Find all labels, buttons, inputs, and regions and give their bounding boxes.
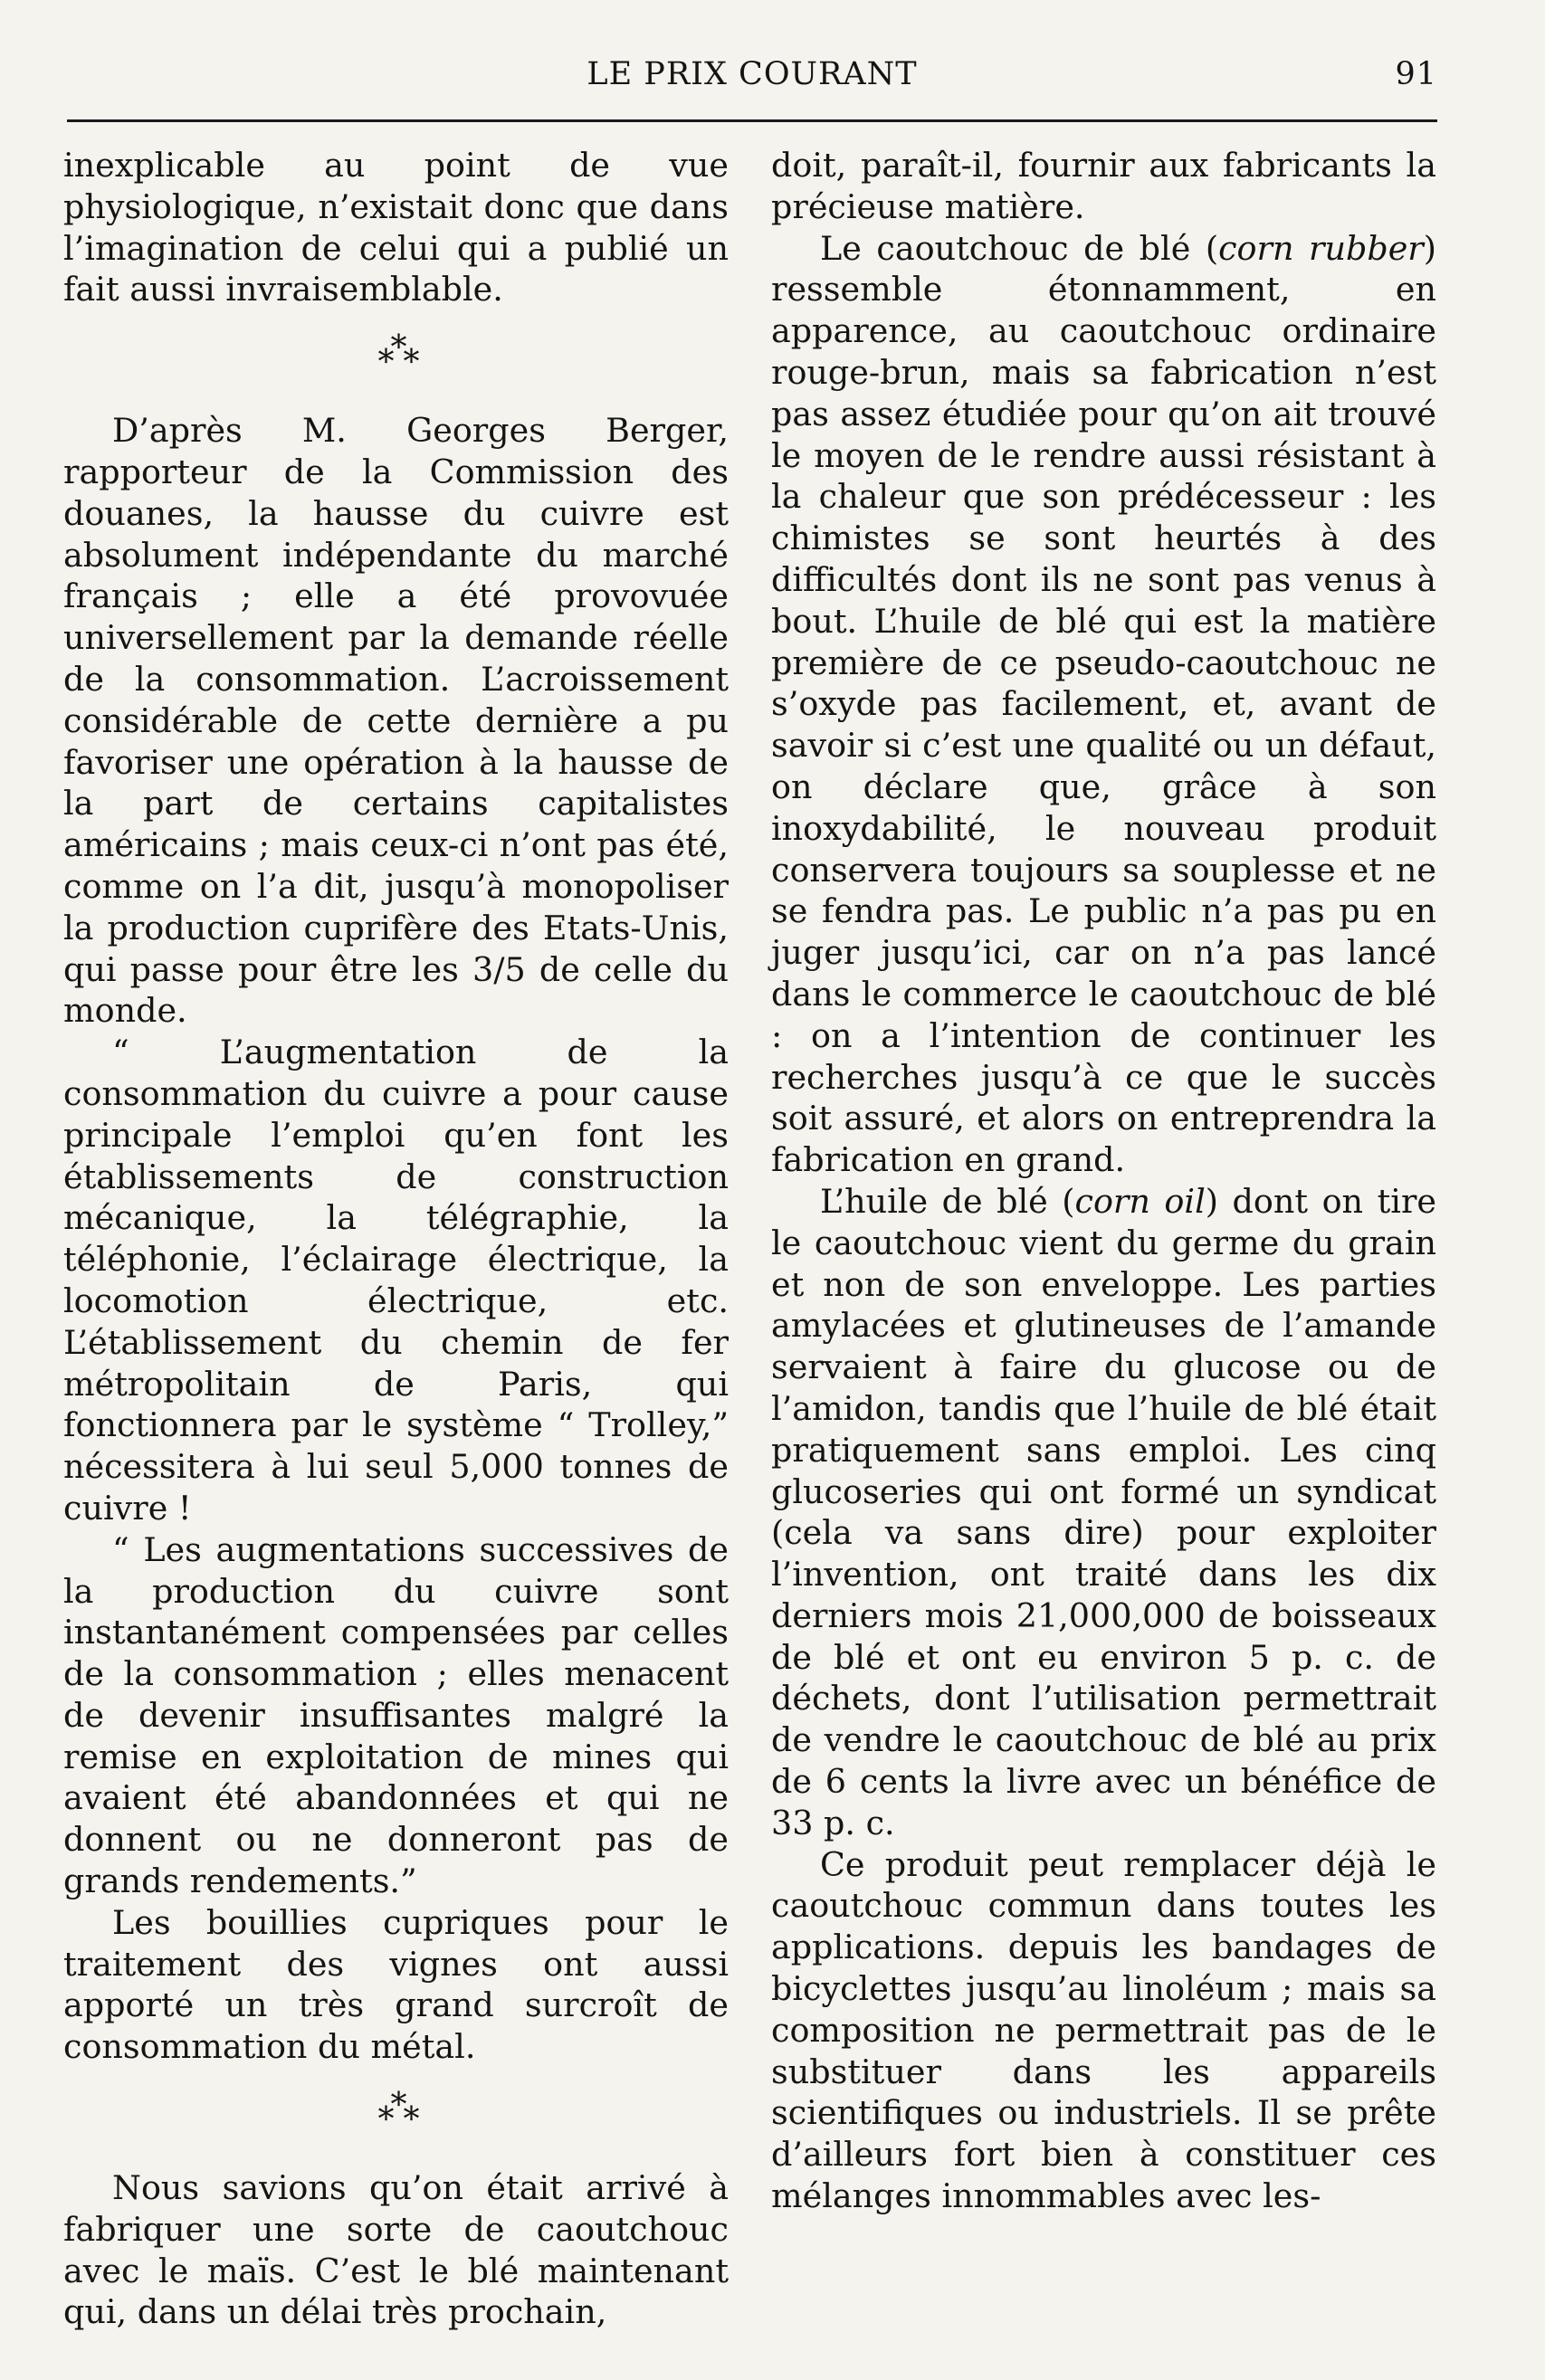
paragraph: “ L’augmentation de la consommation du cuivre a pour cause principale l’emploi qu’en font les établissements de construction mécanique, la télégraphie, la téléphonie, l’éclairage électrique, la locomotion électrique, etc. L’établissement du chemin de fer métropolitain de Paris, qui fonctionnera par le système “ Trolley,” nécessitera à lui seul 5,000 tonnes de cuivre ! [63,1033,729,1528]
paragraph: inexplicable au point de vue physiologique, n’existait donc que dans l’imagination de celui qui a publié un fait aussi invraisemblable. [63,146,729,309]
italic-term: corn rubber [1218,228,1424,268]
paragraph-text: L’huile de blé ( [820,1181,1075,1221]
journal-title: LE PRIX COURANT [587,56,918,92]
asterism-separator: * * * [377,2087,420,2139]
paragraph: doit, paraît-il, fournir aux fabricants la précieuse matière. [771,146,1436,226]
paragraph: “ Les augmentations successives de la production du cuivre sont instantanément compensées par celles de la consommation ; elles menacent de devenir insuffisantes malgré la remise en exploitation de mines qui avaient été abandonnées et qui ne donnent ou ne donneront pas de grands rendements.” [63,1529,729,1901]
paragraph-text: Le caoutchouc de blé ( [820,228,1219,268]
paragraph: Les bouillies cupriques pour le traitement des vignes ont aussi apporté un très grand surcroît de consommation du métal. [63,1902,729,2067]
paragraph [771,1181,1436,1844]
page-header [67,56,1437,109]
asterism-separator: * * * [377,329,420,382]
paragraph: Nous savions qu’on était arrivé à fabriquer une sorte de caoutchouc avec le maïs. C’est le blé maintenant qui, dans un délai très prochain, [63,2168,729,2332]
paragraph [771,228,1436,1181]
right-column [771,145,1436,2217]
page-number: 91 [1395,56,1437,92]
paragraph: D’après M. Georges Berger, rapporteur de la Commission des douanes, la hausse du cuivre est absolument indépendante du marché français ; elle a été provovuée universellement par la demande réelle de la consommation. L’acroissement considérable de cette dernière a pu favoriser une opération à la hausse de la part de certains capitalistes américains ; mais ceux-ci n’ont pas été, comme on l’a dit, jusqu’à monopoliser la production cuprifère des Etats-Unis, qui passe pour être les 3/5 de celle du monde. [63,411,729,1031]
left-column [63,145,729,2333]
paragraph: Ce produit peut remplacer déjà le caoutchouc commun dans toutes les applications. depuis les bandages de bicyclettes jusqu’au linoléum ; mais sa composition ne permettrait pas de le substituer dans les appareils scientifiques ou industriels. Il se prête d’ailleurs fort bien à constituer ces mélanges innommables avec les- [771,1844,1436,2216]
paragraph-text: ) ressemble étonnamment, en apparence, au caoutchouc ordinaire rouge-brun, mais sa fabrication n’est pas assez étudiée pour qu’on ait trouvé le moyen de le rendre aussi résistant à la chaleur que son prédécesseur : les chimistes se sont heurtés à des difficultés dont ils ne sont pas venus à bout. L’huile de blé qui est la matière première de ce pseudo-caoutchouc ne s’oxyde pas facilement, et, avant de savoir si c’est une qualité ou un défaut, on déclare que, grâce à son inoxydabilité, le nouveau produit conservera toujours sa souplesse et ne se fendra pas. Le public n’a pas pu en juger jusqu’ici, car on n’a pas lancé dans le commerce le caoutchouc de blé : on a l’intention de continuer les recherches jusqu’à ce que le succès soit assuré, et alors on entreprendra la fabrication en grand. [771,228,1436,1180]
italic-term: corn oil [1074,1181,1206,1221]
header-rule [67,119,1437,122]
paragraph-text: ) dont on tire le caoutchouc vient du germe du grain et non de son enveloppe. Les parties amylacées et glutineuses de l’amande servaient à faire du glucose ou de l’amidon, tandis que l’huile de blé était pratiquement sans emploi. Les cinq glucoseries qui ont formé un syndicat (cela va sans dire) pour exploiter l’invention, ont traité dans les dix derniers mois 21,000,000 de boisseaux de blé et ont eu environ 5 p. c. de déchets, dont l’utilisation permettrait de vendre le caoutchouc de blé au prix de 6 cents la livre avec un bénéfice de 33 p. c. [771,1181,1436,1842]
